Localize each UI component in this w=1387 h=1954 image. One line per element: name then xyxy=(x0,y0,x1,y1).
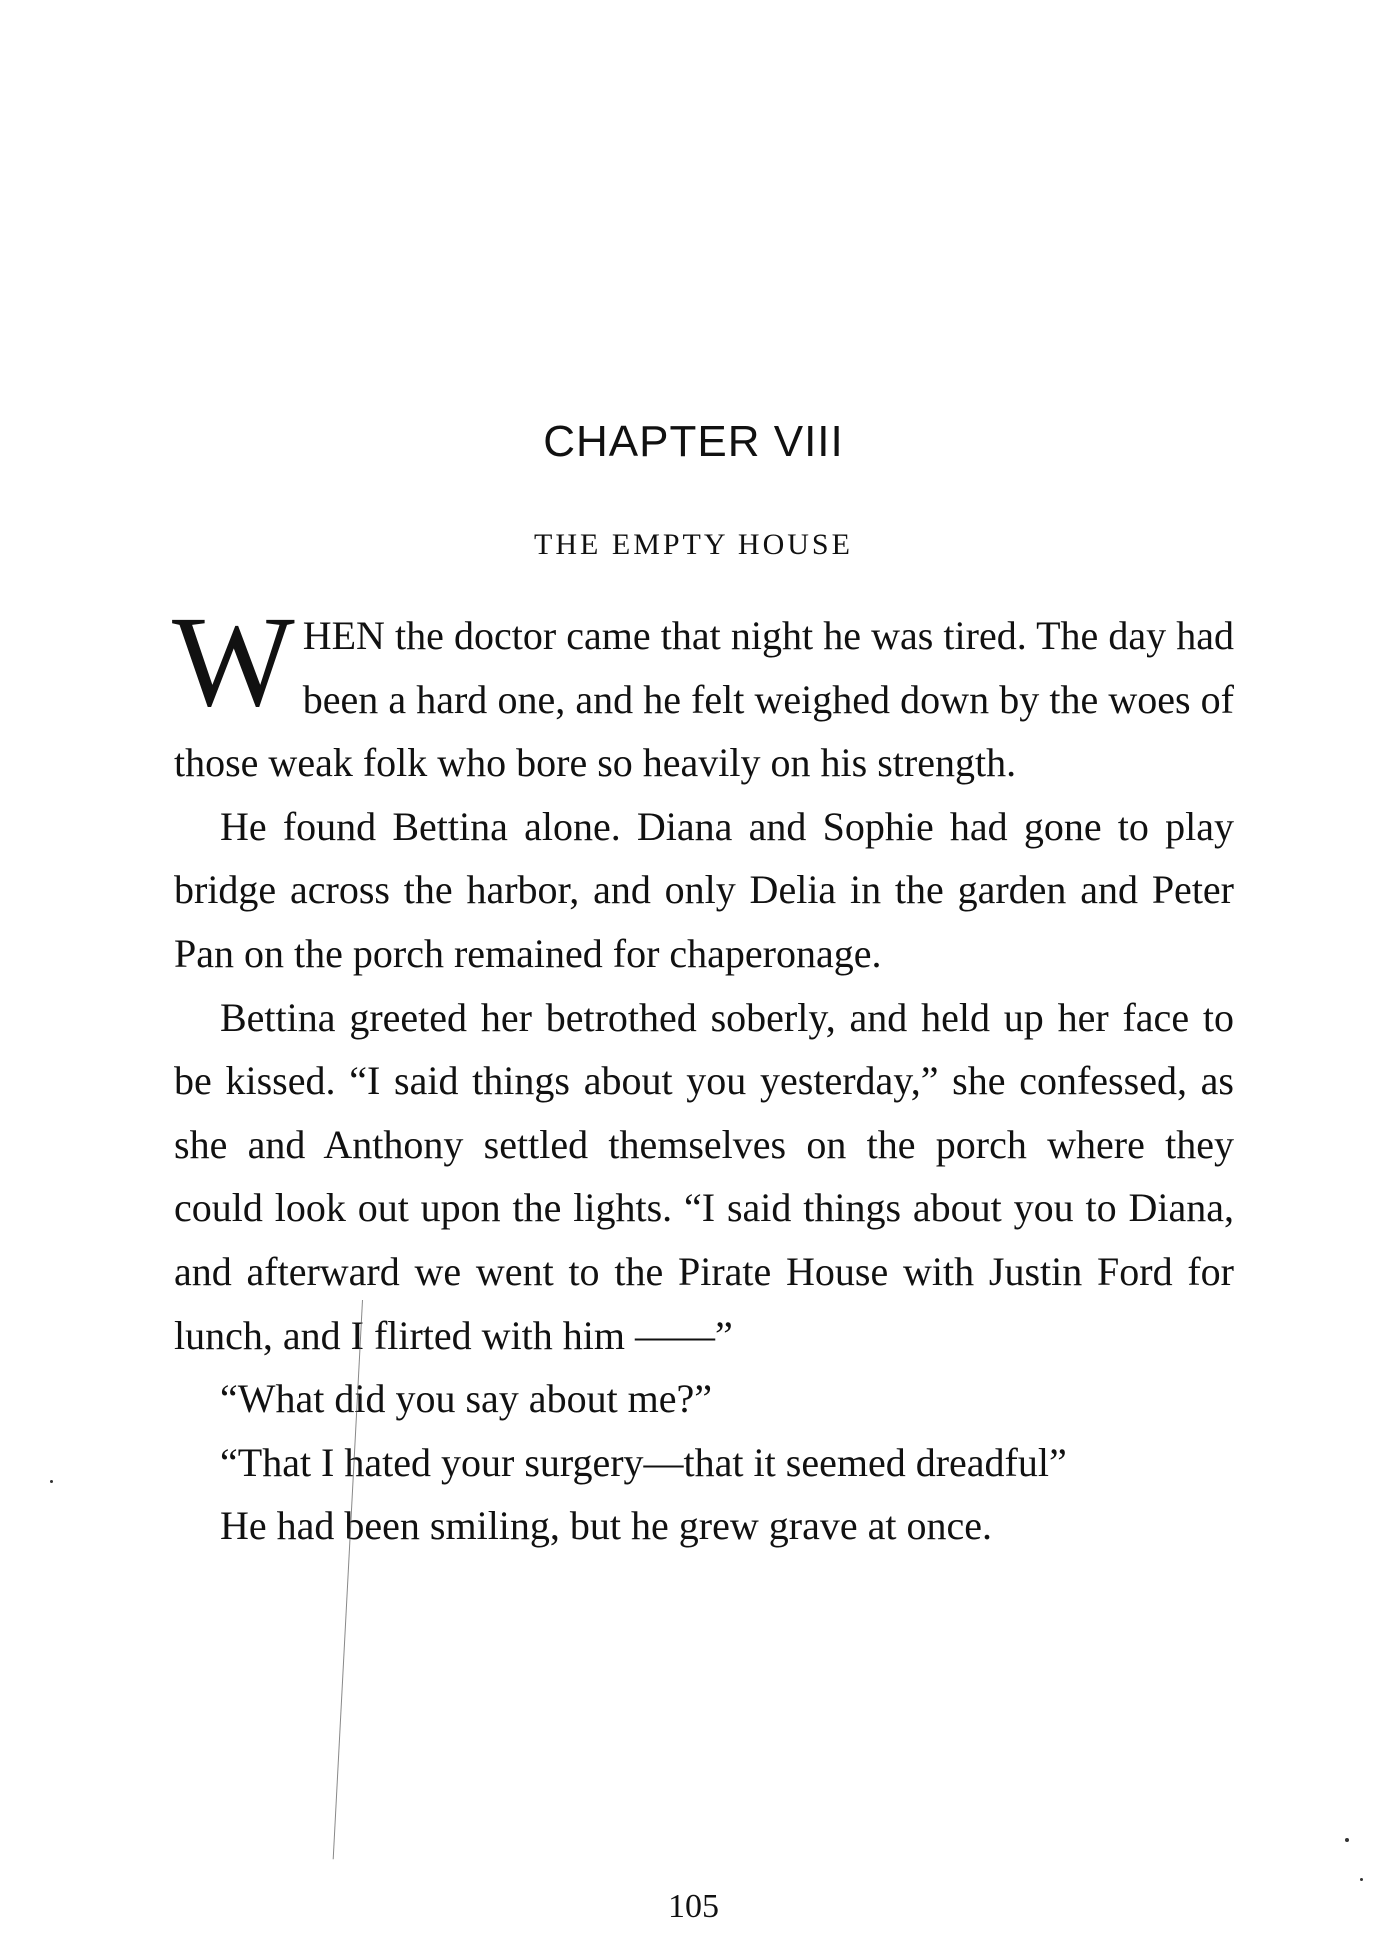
paragraph: Bettina greeted her betrothed soberly, and held up her face to be kissed. “I said things about you yesterday,” she confessed, as she and Anthony settled themselves on the porch where they could look out upon the lights. “I said things about you to Diana, and afterward we went to the Pirate House with Justin Ford for lunch, and I flirted with him ——” xyxy=(174,994,1234,1358)
paragraph: “That I hated your surgery—that it seemed dreadful” xyxy=(220,1439,1067,1485)
paragraph: “What did you say about me?” xyxy=(220,1376,713,1422)
chapter-title: THE EMPTY HOUSE xyxy=(534,528,853,561)
chapter-body xyxy=(172,590,1234,1558)
paragraph xyxy=(172,590,1234,795)
paragraph: He found Bettina alone. Diana and Sophie had gone to play bridge across the harbor, and only Delia in the garden and Peter Pan on the porch remained for chaperonage. xyxy=(174,803,1234,976)
scan-speck xyxy=(1345,1838,1349,1842)
drop-cap: W xyxy=(172,590,295,734)
paragraph-text: HEN the doctor came that night he was tired. The day had been a hard one, and he felt weighed down by the woes of those weak folk who bore so heavily on his strength. xyxy=(174,613,1234,786)
scan-speck xyxy=(1360,1878,1363,1881)
paragraph: He had been smiling, but he grew grave at once. xyxy=(220,1503,992,1549)
page-number: 105 xyxy=(668,1888,719,1925)
chapter-heading: CHAPTER VIII xyxy=(543,417,844,466)
scan-speck xyxy=(50,1480,53,1483)
